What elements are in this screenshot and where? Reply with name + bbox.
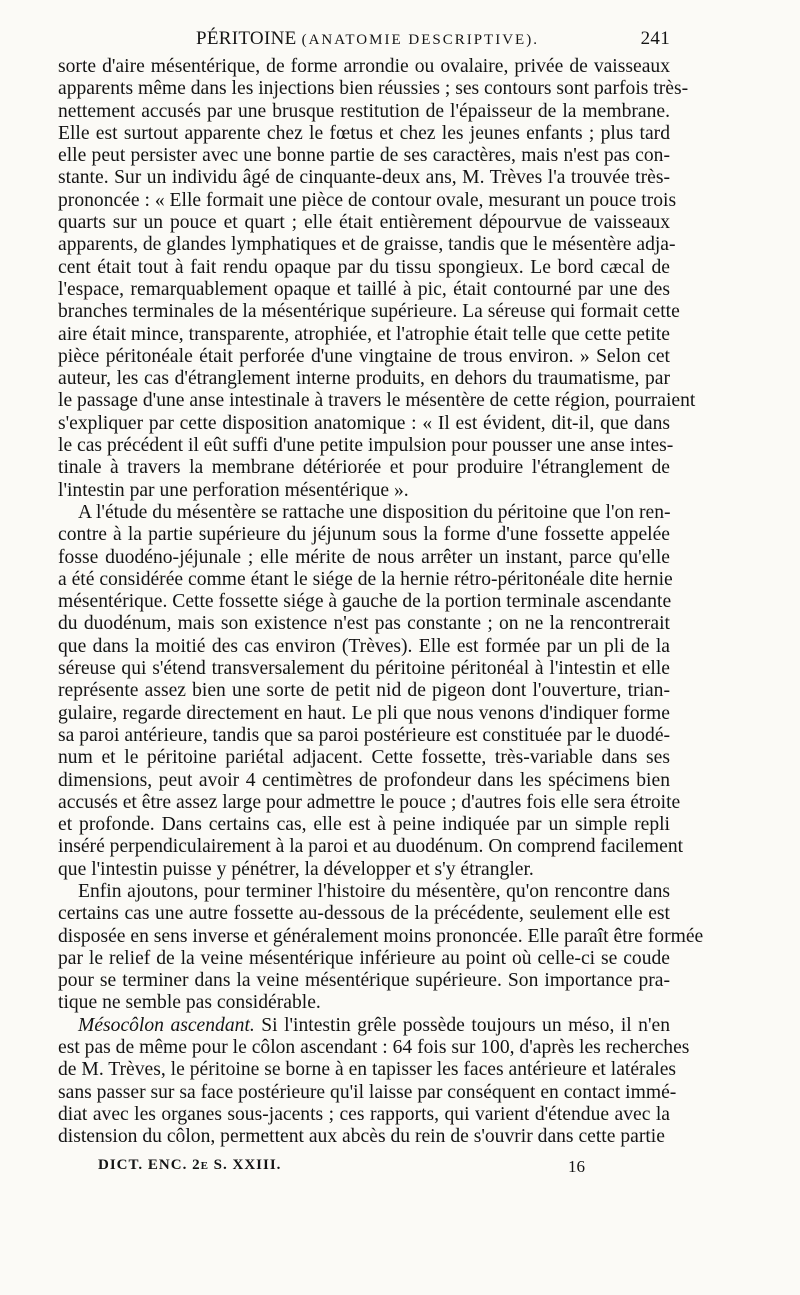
text-line: nettement accusés par une brusque restitution de l'épaisseur de la membrane.: [58, 100, 670, 122]
text-line: le passage d'une anse intestinale à travers le mésentère de cette région, pourraient: [58, 390, 696, 412]
page-footer: [58, 1157, 670, 1181]
running-title-sub: (ANATOMIE DESCRIPTIVE).: [301, 32, 539, 48]
text-line: aire était mince, transparente, atrophiée, et l'atrophie était telle que cette petite: [58, 323, 670, 345]
text-line: accusés et être assez large pour admettre le pouce ; d'autres fois elle sera étroite: [58, 791, 681, 813]
text-line: elle peut persister avec une bonne partie de ses caractères, mais n'est pas con-: [58, 145, 670, 167]
paragraph: [58, 1014, 690, 1149]
text-line: Elle est surtout apparente chez le fœtus et chez les jeunes enfants ; plus tard: [58, 122, 670, 144]
text-line: Enfin ajoutons, pour terminer l'histoire du mésentère, qu'on rencontre dans: [78, 880, 670, 902]
text-line: sans passer sur sa face postérieure qu'il laisse par conséquent en contact immé-: [58, 1081, 677, 1103]
text-line: certains cas une autre fossette au-dessous de la précédente, seulement elle est: [58, 903, 670, 925]
sheet-number: 16: [568, 1156, 585, 1176]
text-line: de M. Trèves, le péritoine se borne à en tapisser les faces antérieure et latérales: [58, 1059, 677, 1081]
body-text: [58, 56, 704, 1149]
text-line: séreuse qui s'étend transversalement du péritoine péritonéal à l'intestin et elle: [58, 658, 670, 680]
signature-mark: DICT. ENC. 2e S. XXIII.: [98, 1156, 282, 1173]
paragraph: [58, 501, 684, 881]
text-line: auteur, les cas d'étranglement interne produits, en dehors du traumatisme, par: [58, 368, 670, 390]
paragraph: [58, 880, 704, 1015]
text-line: quarts sur un pouce et quart ; elle était entièrement dépourvue de vaisseaux: [58, 212, 670, 234]
text-line: distension du côlon, permettent aux abcès du rein de s'ouvrir dans cette partie: [58, 1126, 665, 1148]
text-line: branches terminales de la mésentérique supérieure. La séreuse qui formait cette: [58, 301, 680, 323]
text-line: cent était tout à fait rendu opaque par du tissu spongieux. Le bord cæcal de: [58, 256, 670, 278]
page-number: 241: [640, 28, 670, 49]
running-header: [58, 28, 670, 50]
running-title: [196, 28, 539, 50]
text-line: [58, 1015, 670, 1037]
text-line: et profonde. Dans certains cas, elle est à peine indiquée par un simple repli: [58, 814, 670, 836]
text-line: pièce péritonéale était perforée d'une vingtaine de trous environ. » Selon cet: [58, 345, 670, 367]
text-line: tique ne semble pas considérable.: [58, 992, 321, 1014]
text-line: du duodénum, mais son existence n'est pas constante ; on ne la rencontrerait: [58, 613, 670, 635]
text-line: l'intestin par une perforation mésentérique ».: [58, 479, 409, 501]
text-line: apparents, de glandes lymphatiques et de graisse, tandis que le mésentère adja-: [58, 234, 676, 256]
text-line: inséré perpendiculairement à la paroi et au duodénum. On comprend facilement: [58, 836, 684, 858]
text-line: tinale à travers la membrane détériorée et pour produire l'étranglement de: [58, 457, 670, 479]
text-line: sa paroi antérieure, tandis que sa paroi postérieure est constituée par le duodé-: [58, 724, 671, 746]
text-line: s'expliquer par cette disposition anatomique : « Il est évident, dit-il, que dans: [58, 412, 670, 434]
text-line: contre à la partie supérieure du jéjunum sous la forme d'une fossette appelée: [58, 524, 670, 546]
text-line: disposée en sens inverse et généralement moins prononcée. Elle paraît être formée: [58, 925, 704, 947]
text-line: par le relief de la veine mésentérique inférieure au point où celle-ci se coude: [58, 947, 670, 969]
text-line: représente assez bien une sorte de petit nid de pigeon dont l'ouverture, trian-: [58, 680, 670, 702]
text-line: fosse duodéno-jéjunale ; elle mérite de nous arrêter un instant, parce qu'elle: [58, 546, 670, 568]
text-line: mésentérique. Cette fossette siége à gauche de la portion terminale ascendante: [58, 591, 672, 613]
text-line-content: Si l'intestin grêle possède toujours un méso, il n'en: [254, 1014, 670, 1036]
text-line: le cas précédent il eût suffi d'une petite impulsion pour pousser une anse intes-: [58, 435, 674, 457]
running-title-main: PÉRITOINE: [196, 28, 297, 49]
text-line: stante. Sur un individu âgé de cinquante-deux ans, M. Trèves l'a trouvée très-: [58, 167, 670, 189]
text-line: sorte d'aire mésentérique, de forme arrondie ou ovalaire, privée de vaisseaux: [58, 56, 670, 77]
paragraph: [58, 56, 696, 502]
text-line: gulaire, regarde directement en haut. Le pli que nous venons d'indiquer forme: [58, 702, 670, 724]
text-line: que l'intestin puisse y pénétrer, la développer et s'y étrangler.: [58, 858, 534, 880]
text-line: dimensions, peut avoir 4 centimètres de profondeur dans les spécimens bien: [58, 769, 670, 791]
text-line: a été considérée comme étant le siége de la hernie rétro-péritonéale dite hernie: [58, 568, 673, 590]
text-line: est pas de même pour le côlon ascendant : 64 fois sur 100, d'après les recherches: [58, 1037, 690, 1059]
section-heading: Mésocôlon ascendant.: [78, 1014, 255, 1036]
text-line: apparents même dans les injections bien réussies ; ses contours sont parfois très-: [58, 78, 689, 100]
text-line: prononcée : « Elle formait une pièce de contour ovale, mesurant un pouce trois: [58, 189, 677, 211]
text-line: pour se terminer dans la veine mésentérique supérieure. Son importance pra-: [58, 970, 670, 992]
text-line: diat avec les organes sous-jacents ; ces rapports, qui varient d'étendue avec la: [58, 1103, 670, 1125]
text-line: l'espace, remarquablement opaque et taillé à pic, était contourné par une des: [58, 278, 670, 300]
document-page: [58, 28, 704, 1181]
text-line: A l'étude du mésentère se rattache une disposition du péritoine que l'on ren-: [78, 501, 671, 523]
text-line: num et le péritoine pariétal adjacent. Cette fossette, très-variable dans ses: [58, 747, 670, 769]
text-line: que dans la moitié des cas environ (Trèves). Elle est formée par un pli de la: [58, 635, 670, 657]
